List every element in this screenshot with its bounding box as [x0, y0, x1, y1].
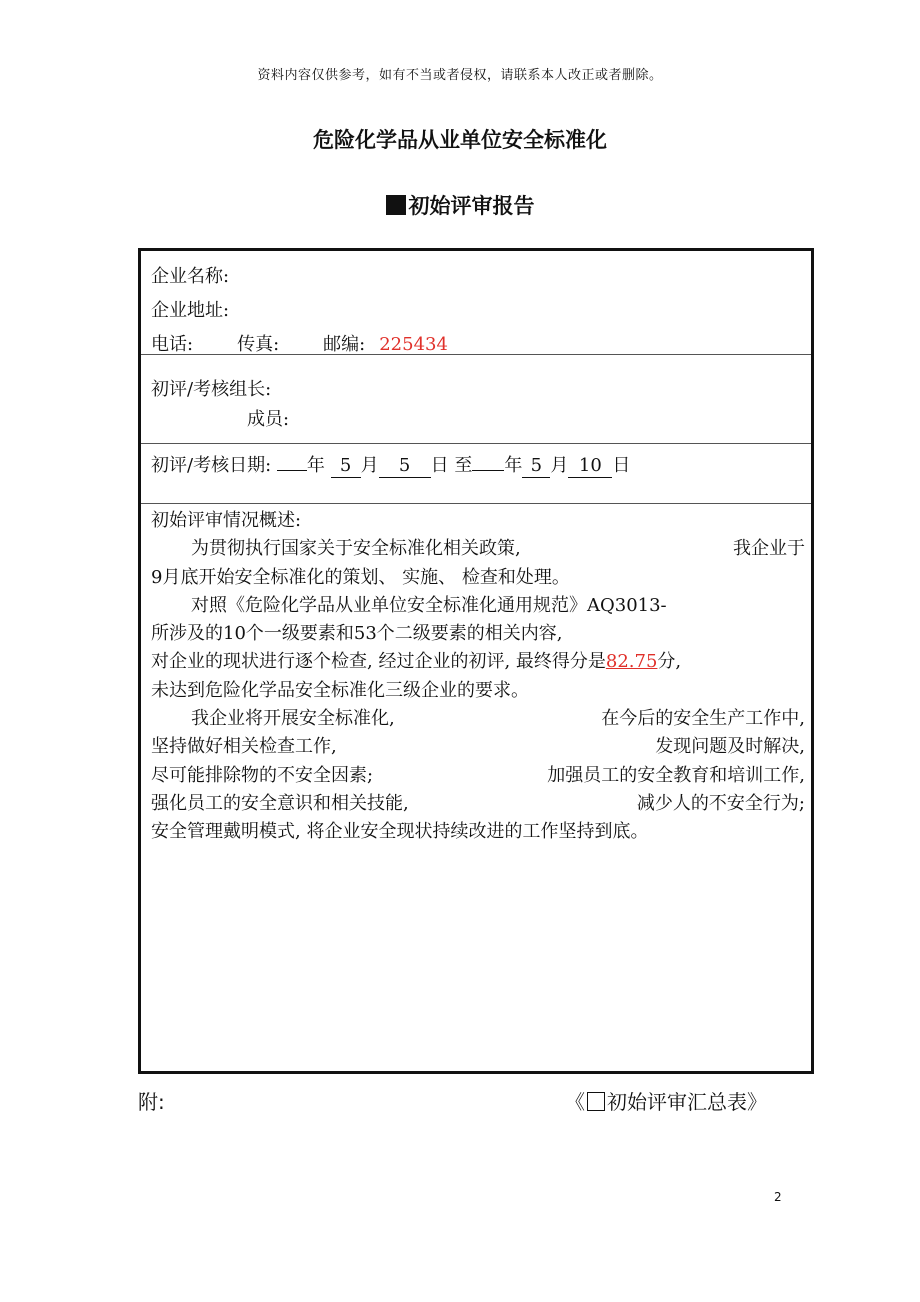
end-day-unit: 日	[612, 455, 631, 476]
summary-text-segment: 为贯彻执行国家关于安全标准化相关政策,	[191, 538, 521, 560]
start-year-blank	[277, 448, 307, 471]
date-section	[141, 444, 811, 504]
date-row	[151, 448, 630, 478]
summary-text-segment: 分,	[657, 651, 682, 673]
fax-label: 传真:	[237, 334, 280, 355]
team-section	[141, 355, 811, 444]
start-month-unit: 月	[360, 455, 379, 476]
summary-text-segment: 我企业将开展安全标准化,	[191, 708, 395, 730]
summary-section	[141, 504, 811, 1071]
team-leader-label: 初评/考核组长:	[151, 379, 272, 400]
filled-square-icon	[386, 195, 406, 215]
summary-line: 所涉及的10个一级要素和53个二级要素的相关内容,	[151, 623, 563, 645]
team-members-label: 成员:	[247, 409, 290, 430]
end-month-unit: 月	[550, 455, 569, 476]
summary-text-segment: 减少人的不安全行为;	[636, 792, 805, 814]
summary-line	[151, 535, 805, 563]
phone-label: 电话:	[151, 334, 194, 355]
summary-line: 未达到危险化学品安全标准化三级企业的要求。	[151, 679, 529, 701]
attachment-open-bracket: 《	[565, 1090, 585, 1114]
summary-text-segment: 在今后的安全生产工作中,	[601, 708, 805, 730]
postcode-value: 225434	[379, 334, 448, 355]
summary-text-segment: 强化员工的安全意识和相关技能,	[151, 792, 409, 814]
summary-line: 对照《危险化学品从业单位安全标准化通用规范》AQ3013-	[191, 594, 667, 616]
summary-text-segment: 对企业的现状进行逐个检查, 经过企业的初评, 最终得分是	[151, 651, 606, 673]
document-title: 危险化学品从业单位安全标准化	[313, 128, 607, 152]
company-info-section	[141, 251, 811, 355]
start-year-unit: 年	[306, 455, 325, 476]
summary-line	[151, 648, 805, 676]
end-year-unit: 年	[504, 455, 523, 476]
summary-text-segment: 发现问题及时解决,	[655, 736, 805, 758]
start-day-value: 5	[379, 455, 431, 478]
company-address-label: 企业地址:	[151, 300, 230, 321]
start-day-unit: 日	[430, 455, 449, 476]
summary-line	[151, 705, 805, 733]
contact-row	[151, 330, 448, 356]
score-value: 82.75	[605, 651, 658, 673]
report-form	[138, 248, 814, 1074]
summary-line	[151, 733, 805, 761]
summary-line: 安全管理戴明模式, 将企业安全现状持续改进的工作坚持到底。	[151, 821, 649, 843]
date-label: 初评/考核日期:	[151, 455, 272, 476]
attachment-name: 初始评审汇总表》	[607, 1090, 767, 1114]
page-number: 2	[774, 1190, 782, 1204]
summary-text-segment: 尽可能排除物的不安全因素;	[151, 764, 374, 786]
summary-text-segment: 加强员工的安全教育和培训工作,	[547, 764, 805, 786]
end-day-value: 10	[568, 455, 612, 478]
company-name-label: 企业名称:	[151, 266, 230, 287]
attachment-label: 附:	[138, 1090, 165, 1114]
summary-heading: 初始评审情况概述:	[151, 510, 302, 531]
header-disclaimer: 资料内容仅供参考，如有不当或者侵权，请联系本人改正或者删除。	[257, 68, 663, 83]
document-subtitle	[0, 190, 920, 220]
attachment-title	[565, 1086, 767, 1115]
postcode-label: 邮编:	[323, 334, 366, 355]
summary-text-segment: 我企业于	[733, 538, 805, 560]
summary-text	[151, 507, 805, 847]
summary-line: 9月底开始安全标准化的策划、 实施、 检查和处理。	[151, 566, 570, 588]
end-year-blank	[472, 448, 504, 471]
date-to: 至	[454, 455, 473, 476]
summary-text-segment: 坚持做好相关检查工作,	[151, 736, 337, 758]
start-month-value: 5	[331, 455, 361, 478]
end-month-value: 5	[522, 455, 550, 478]
empty-checkbox-icon	[587, 1092, 605, 1111]
summary-line	[151, 762, 805, 790]
subtitle-text: 初始评审报告	[408, 194, 535, 218]
summary-line	[151, 790, 805, 818]
